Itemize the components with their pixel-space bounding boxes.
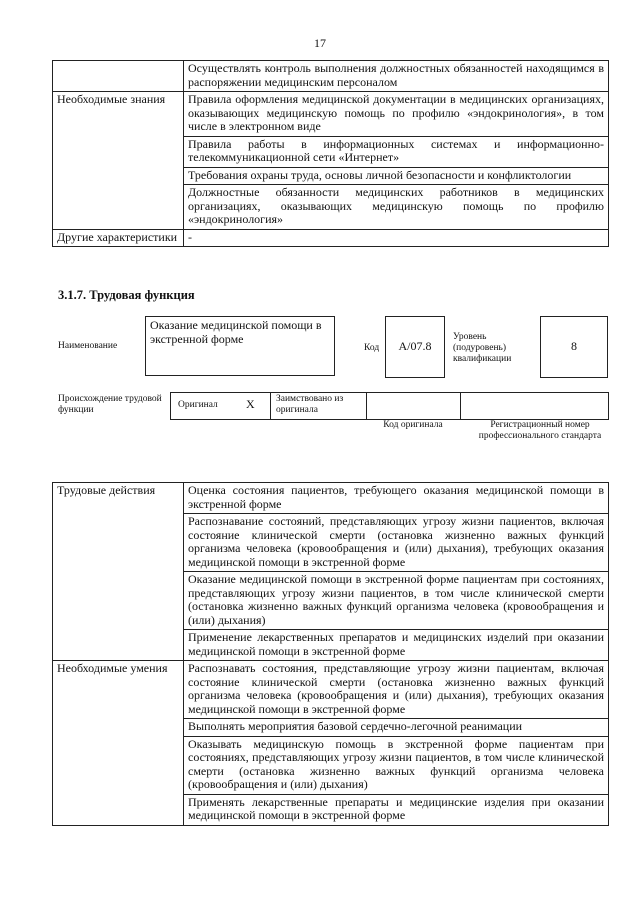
page-number: 17 [314,36,326,50]
code-label: Код [364,343,380,353]
function-name: Оказание медицинской помощи в экстренной форме [150,318,322,346]
row-cell: Применять лекарственные препараты и медицинские изделия при оказании медицинской помощи в экстренной форме [184,794,609,825]
row-cell: Выполнять мероприятия базовой сердечно-легочной реанимации [184,719,609,737]
row-cell: Требования охраны труда, основы личной безопасности и конфликтологии [184,167,609,185]
function-name-box [145,316,335,376]
section-heading: 3.1.7. Трудовая функция [58,288,195,302]
actions-table [52,482,609,826]
code-box [385,316,445,378]
row-cell: Оценка состояния пациентов, требующего оказания медицинской помощи в экстренной форме [184,483,609,514]
level-value: 8 [571,339,577,354]
level-box [540,316,608,378]
row-cell: Должностные обязанности медицинских работников в медицинских организациях, оказывающих медицинскую помощь по профилю «эндокринология» [184,185,609,230]
table-row [53,61,609,92]
row-label: Необходимые умения [53,661,184,826]
row-cell: - [184,229,609,247]
origin-table [170,392,609,420]
original-label: Оригинал [178,400,218,410]
borrowed-label: Заимствовано из оригинала [276,394,344,415]
table-row [53,661,609,719]
table-row [53,229,609,247]
code-value: А/07.8 [398,339,432,354]
row-cell: Распознавать состояния, представляющие угрозу жизни пациентам, включая состояние клинической смерти (остановка жизненно важных функций организма человека (кровообращения и (или) дыхания), требующих оказания медицинской помощи в экстренной форме [184,661,609,719]
row-label: Необходимые знания [53,92,184,230]
level-label: Уровень (подуровень) квалификации [453,332,512,364]
reg-caption: Регистрационный номер профессионального стандарта [478,420,602,441]
row-cell: Осуществлять контроль выполнения должностных обязанностей находящимся в распоряжении медицинским персоналом [184,61,609,92]
code-caption: Код оригинала [383,420,443,430]
row-cell: Правила работы в информационных системах и информационно-телекоммуникационной сети «Интернет» [184,136,609,167]
divider [460,392,461,419]
table-row [53,92,609,137]
row-cell: Применение лекарственных препаратов и медицинских изделий при оказании медицинской помощи в экстренной форме [184,630,609,661]
table-row [53,483,609,514]
row-label: Другие характеристики [53,229,184,247]
row-cell: Оказывать медицинскую помощь в экстренной форме пациентам при состояниях, представляющих угрозу жизни пациентов, в том числе клинической смерти (остановка жизненно важных функций организма человека (кровообращения и (или) дыхания) [184,736,609,794]
original-mark: X [246,397,255,411]
divider [366,392,367,419]
row-cell: Оказание медицинской помощи в экстренной форме пациентам при состояниях, представляющих угрозу жизни пациентов, в том числе клинической смерти (остановка жизненно важных функций организма человека (кровообращения и (или) дыхания) [184,572,609,630]
row-cell: Правила оформления медицинской документации в медицинских организациях, оказывающих медицинскую помощь по профилю «эндокринология», в том числе в электронном виде [184,92,609,137]
row-cell: Распознавание состояний, представляющих угрозу жизни пациентов, включая состояние клинической смерти (остановка жизненно важных функций организма человека (кровообращения и (или) дыхания), требующих оказания медицинской помощи в экстренной форме [184,514,609,572]
row-label: Трудовые действия [53,483,184,661]
origin-label: Происхождение трудовой функции [58,394,162,415]
divider [270,392,271,419]
name-label: Наименование [58,341,118,351]
row-label [53,61,184,92]
knowledge-table [52,60,609,247]
